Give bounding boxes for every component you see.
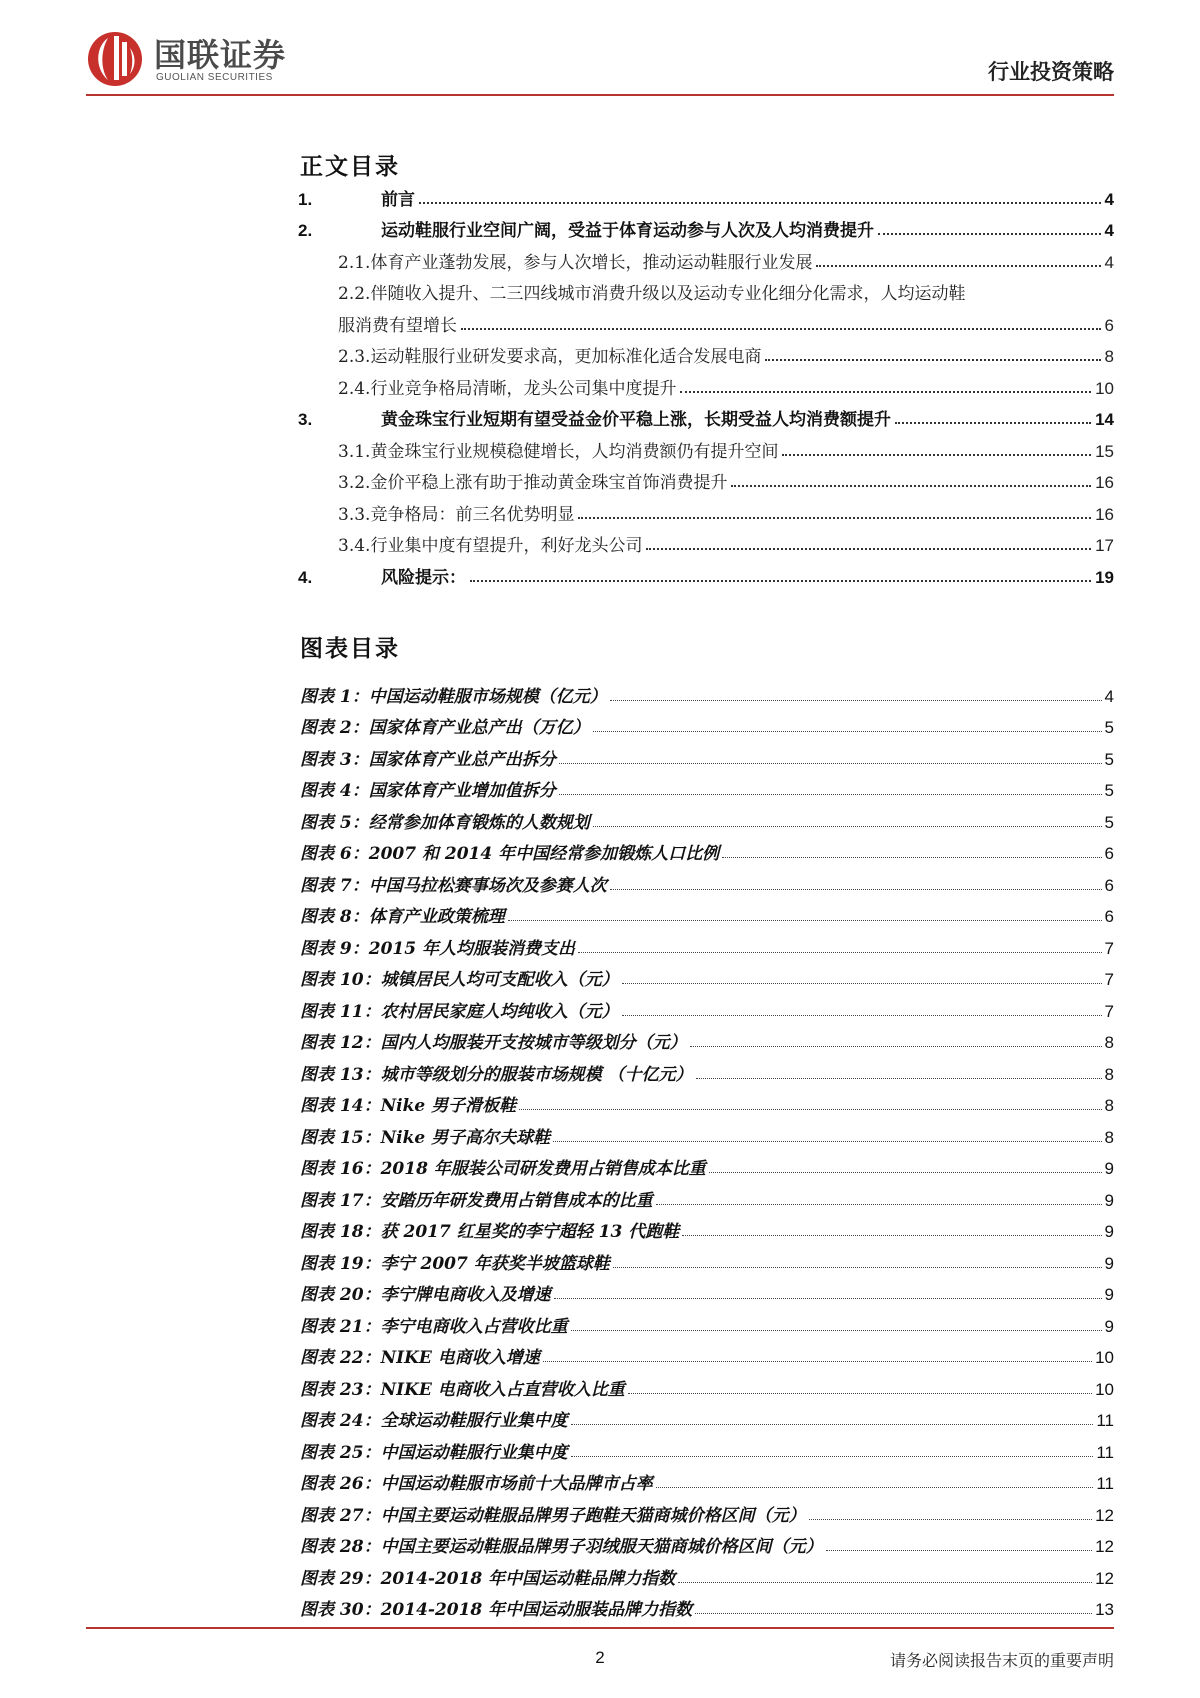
figure-list bbox=[300, 675, 1114, 1620]
toc-entry-page: 19 bbox=[1095, 567, 1114, 587]
toc-entry-number: 2.4. bbox=[338, 378, 371, 399]
toc-entry-page: 15 bbox=[1095, 441, 1114, 461]
leader-dots bbox=[816, 265, 1100, 267]
leader-dots bbox=[656, 1204, 1102, 1205]
figure-entry[interactable] bbox=[300, 990, 1114, 1022]
figure-label: 图表 18： bbox=[300, 1222, 381, 1242]
figure-page: 5 bbox=[1104, 781, 1114, 800]
leader-dots bbox=[656, 1487, 1094, 1488]
toc-entry-page: 8 bbox=[1104, 347, 1114, 366]
figure-entry[interactable] bbox=[300, 896, 1114, 928]
figure-title: 国内人均服装开支按城市等级划分（元） bbox=[380, 1033, 687, 1053]
figure-page: 7 bbox=[1104, 970, 1114, 989]
leader-dots bbox=[593, 826, 1102, 827]
toc-entry-text-continued: 服消费有望增长 bbox=[338, 315, 457, 336]
figure-label: 图表 23： bbox=[300, 1379, 381, 1400]
leader-dots bbox=[782, 454, 1091, 456]
toc-title: 正文目录 bbox=[300, 153, 400, 180]
figure-title: NIKE 电商收入增速 bbox=[380, 1348, 540, 1368]
figure-page: 7 bbox=[1104, 1001, 1114, 1021]
figure-title: 2018 年服装公司研发费用占销售成本比重 bbox=[380, 1159, 706, 1179]
brand-name-en: GUOLIAN SECURITIES bbox=[156, 72, 273, 83]
figure-title: 2007 和 2014 年中国经常参加锻炼人口比例 bbox=[368, 844, 720, 864]
figure-label: 图表 26： bbox=[300, 1474, 381, 1494]
figure-entry[interactable] bbox=[300, 1368, 1114, 1400]
figure-page: 5 bbox=[1104, 718, 1114, 737]
leader-dots bbox=[695, 1613, 1092, 1614]
figure-title: 体育产业政策梳理 bbox=[368, 907, 505, 927]
toc-entry[interactable] bbox=[298, 556, 1114, 588]
figure-page: 9 bbox=[1104, 1253, 1114, 1273]
leader-dots bbox=[610, 700, 1102, 701]
figure-label: 图表 19： bbox=[300, 1253, 381, 1274]
figure-entry[interactable] bbox=[300, 1274, 1114, 1306]
figure-label: 图表 22： bbox=[300, 1348, 381, 1368]
toc-entry-number: 2.3. bbox=[338, 347, 371, 367]
toc-entry-page: 16 bbox=[1095, 504, 1114, 524]
leader-dots bbox=[682, 1235, 1101, 1236]
figure-page: 11 bbox=[1096, 1474, 1114, 1493]
toc-entry[interactable] bbox=[298, 273, 1114, 336]
figure-label: 图表 27： bbox=[300, 1505, 381, 1526]
figure-entry[interactable] bbox=[300, 833, 1114, 865]
leader-dots bbox=[578, 952, 1102, 953]
toc-entry-text: 黄金珠宝行业短期有望受益金价平稳上涨，长期受益人均消费额提升 bbox=[381, 410, 891, 430]
toc-entry-number: 2.2. bbox=[338, 284, 371, 304]
figure-title: Nike 男子高尔夫球鞋 bbox=[380, 1127, 551, 1148]
figure-label: 图表 3： bbox=[300, 749, 369, 770]
toc-entry-number: 4. bbox=[298, 567, 313, 587]
toc-entry-page: 10 bbox=[1095, 378, 1114, 398]
figure-entry[interactable] bbox=[300, 738, 1114, 770]
toc-entry-text: 黄金珠宝行业规模稳健增长，人均消费额仍有提升空间 bbox=[370, 441, 779, 462]
leader-dots bbox=[593, 731, 1102, 732]
figure-entry[interactable] bbox=[300, 959, 1114, 991]
figure-page: 9 bbox=[1104, 1190, 1114, 1210]
leader-dots bbox=[628, 1393, 1092, 1394]
toc-entry-text: 前言 bbox=[381, 189, 415, 210]
figure-page: 5 bbox=[1104, 812, 1114, 832]
figure-title: 中国运动鞋服市场前十大品牌市占率 bbox=[380, 1474, 653, 1494]
header-divider bbox=[86, 94, 1114, 96]
brand-name-cn: 国联证券 bbox=[154, 36, 287, 74]
figure-page: 6 bbox=[1104, 844, 1114, 863]
figure-label: 图表 8： bbox=[300, 907, 369, 927]
figure-entry[interactable] bbox=[300, 675, 1114, 707]
figure-label: 图表 28： bbox=[300, 1537, 381, 1557]
leader-dots bbox=[765, 359, 1100, 361]
figure-label: 图表 10： bbox=[300, 970, 381, 990]
figure-label: 图表 11： bbox=[300, 1001, 381, 1022]
toc-entry[interactable] bbox=[298, 336, 1114, 368]
figure-page: 10 bbox=[1095, 1348, 1114, 1367]
figure-entry[interactable] bbox=[300, 1431, 1114, 1463]
leader-dots bbox=[553, 1141, 1101, 1142]
report-category: 行业投资策略 bbox=[988, 59, 1114, 84]
figure-title: 中国运动鞋服市场规模（亿元） bbox=[368, 686, 607, 707]
leader-dots bbox=[622, 1015, 1102, 1016]
figure-title: 获 2017 红星奖的李宁超轻 13 代跑鞋 bbox=[380, 1222, 680, 1242]
figure-title: 李宁 2007 年获奖半坡篮球鞋 bbox=[380, 1253, 610, 1274]
figure-title: 李宁电商收入占营收比重 bbox=[380, 1316, 568, 1337]
figure-label: 图表 29： bbox=[300, 1568, 381, 1589]
figure-label: 图表 24： bbox=[300, 1411, 381, 1431]
toc-entry[interactable] bbox=[298, 493, 1114, 525]
company-logo bbox=[86, 28, 316, 90]
table-of-contents bbox=[298, 178, 1114, 588]
figure-entry[interactable] bbox=[300, 1400, 1114, 1432]
figure-title: 2014-2018 年中国运动鞋品牌力指数 bbox=[380, 1568, 676, 1589]
figure-entry[interactable] bbox=[300, 927, 1114, 959]
figure-label: 图表 1： bbox=[300, 686, 369, 707]
figure-title: 安踏历年研发费用占销售成本的比重 bbox=[380, 1190, 653, 1211]
leader-dots bbox=[470, 580, 1091, 582]
figure-title: 国家体育产业增加值拆分 bbox=[368, 781, 556, 801]
figure-entry[interactable] bbox=[300, 864, 1114, 896]
leader-dots bbox=[696, 1078, 1102, 1079]
leader-dots bbox=[895, 422, 1091, 424]
figure-label: 图表 2： bbox=[300, 718, 369, 738]
toc-entry[interactable] bbox=[298, 430, 1114, 462]
guolian-logo-icon bbox=[86, 28, 148, 90]
leader-dots bbox=[461, 328, 1101, 330]
figure-label: 图表 17： bbox=[300, 1190, 381, 1211]
figure-title: 经常参加体育锻炼的人数规划 bbox=[368, 812, 590, 833]
figure-page: 9 bbox=[1104, 1222, 1114, 1241]
figure-label: 图表 25： bbox=[300, 1442, 381, 1463]
figure-title: 城镇居民人均可支配收入（元） bbox=[380, 970, 619, 990]
figure-label: 图表 21： bbox=[300, 1316, 381, 1337]
toc-entry-page: 4 bbox=[1104, 221, 1114, 240]
toc-entry[interactable] bbox=[298, 367, 1114, 399]
figure-entry[interactable] bbox=[300, 1526, 1114, 1558]
figure-entry[interactable] bbox=[300, 1211, 1114, 1243]
leader-dots bbox=[722, 857, 1101, 858]
figure-title: 国家体育产业总产出拆分 bbox=[368, 749, 556, 770]
toc-entry-text: 体育产业蓬勃发展，参与人次增长，推动运动鞋服行业发展 bbox=[370, 252, 813, 273]
figure-entry[interactable] bbox=[300, 1116, 1114, 1148]
leader-dots bbox=[610, 889, 1102, 890]
figure-entry[interactable] bbox=[300, 1085, 1114, 1117]
toc-entry-text: 运动鞋服行业空间广阔，受益于体育运动参与人次及人均消费提升 bbox=[381, 221, 874, 241]
figure-title: 李宁牌电商收入及增速 bbox=[380, 1285, 551, 1305]
leader-dots bbox=[571, 1330, 1102, 1331]
figure-page: 8 bbox=[1104, 1096, 1114, 1115]
figure-page: 8 bbox=[1104, 1064, 1114, 1084]
figure-label: 图表 7： bbox=[300, 875, 369, 896]
leader-dots bbox=[559, 763, 1102, 764]
leader-dots bbox=[571, 1456, 1094, 1457]
figure-title: 中国马拉松赛事场次及参赛人次 bbox=[368, 875, 607, 896]
leader-dots bbox=[622, 983, 1102, 984]
figure-page: 6 bbox=[1104, 875, 1114, 895]
leader-dots bbox=[809, 1519, 1093, 1520]
toc-entry-page: 6 bbox=[1104, 315, 1114, 335]
toc-entry[interactable] bbox=[298, 178, 1114, 210]
figure-page: 11 bbox=[1096, 1411, 1114, 1430]
leader-dots bbox=[559, 794, 1102, 795]
page-number: 2 bbox=[595, 1648, 605, 1667]
toc-entry[interactable] bbox=[298, 399, 1114, 431]
toc-entry-text: 金价平稳上涨有助于推动黄金珠宝首饰消费提升 bbox=[370, 473, 728, 493]
figure-entry[interactable] bbox=[300, 1022, 1114, 1054]
toc-entry-number: 1. bbox=[298, 189, 313, 209]
figure-page: 12 bbox=[1095, 1505, 1114, 1525]
toc-entry-page: 16 bbox=[1095, 473, 1114, 492]
figure-page: 9 bbox=[1104, 1316, 1114, 1336]
toc-entry-text: 行业竞争格局清晰，龙头公司集中度提升 bbox=[370, 378, 677, 399]
figure-title: 城市等级划分的服装市场规模 （十亿元） bbox=[380, 1064, 693, 1085]
figure-title: 农村居民家庭人均纯收入（元） bbox=[380, 1001, 619, 1022]
figure-title: 国家体育产业总产出（万亿） bbox=[368, 718, 590, 738]
leader-dots bbox=[878, 233, 1101, 235]
leader-dots bbox=[680, 391, 1091, 393]
figure-page: 6 bbox=[1104, 907, 1114, 926]
figure-page: 8 bbox=[1104, 1127, 1114, 1147]
toc-entry-page: 17 bbox=[1095, 536, 1114, 555]
leader-dots bbox=[690, 1046, 1102, 1047]
toc-entry-text: 竞争格局：前三名优势明显 bbox=[370, 504, 575, 525]
leader-dots bbox=[646, 548, 1091, 550]
leader-dots bbox=[543, 1361, 1092, 1362]
figure-title: 2015 年人均服装消费支出 bbox=[368, 938, 575, 959]
toc-entry[interactable] bbox=[298, 210, 1114, 242]
footer-divider bbox=[86, 1627, 1114, 1629]
toc-entry-number: 3.4. bbox=[338, 536, 371, 556]
figure-entry[interactable] bbox=[300, 707, 1114, 739]
figure-page: 5 bbox=[1104, 749, 1114, 769]
toc-entry-number: 2. bbox=[298, 221, 313, 240]
toc-entry[interactable] bbox=[298, 241, 1114, 273]
toc-entry-text: 行业集中度有望提升，利好龙头公司 bbox=[370, 536, 643, 556]
toc-entry-text: 伴随收入提升、二三四线城市消费升级以及运动专业化细分化需求，人均运动鞋 bbox=[370, 284, 966, 304]
toc-entry-page: 4 bbox=[1104, 189, 1114, 209]
figure-entry[interactable] bbox=[300, 801, 1114, 833]
figure-label: 图表 16： bbox=[300, 1159, 381, 1179]
leader-dots bbox=[519, 1109, 1101, 1110]
figure-page: 9 bbox=[1104, 1159, 1114, 1178]
figure-page: 10 bbox=[1095, 1379, 1114, 1399]
toc-entry-number: 3. bbox=[298, 410, 313, 429]
leader-dots bbox=[709, 1172, 1102, 1173]
toc-entry-number: 2.1. bbox=[338, 252, 371, 273]
figure-label: 图表 4： bbox=[300, 781, 369, 801]
leader-dots bbox=[678, 1582, 1092, 1583]
figure-page: 13 bbox=[1095, 1600, 1114, 1619]
toc-entry-page: 4 bbox=[1104, 252, 1114, 272]
toc-entry-text: 运动鞋服行业研发要求高，更加标准化适合发展电商 bbox=[370, 347, 762, 367]
toc-entry-text: 风险提示： bbox=[381, 567, 466, 588]
figure-entry[interactable] bbox=[300, 1053, 1114, 1085]
figure-label: 图表 14： bbox=[300, 1096, 381, 1116]
figure-label: 图表 20： bbox=[300, 1285, 381, 1305]
leader-dots bbox=[419, 202, 1101, 204]
figure-title: 中国运动鞋服行业集中度 bbox=[380, 1442, 568, 1463]
figure-entry[interactable] bbox=[300, 1179, 1114, 1211]
figure-entry[interactable] bbox=[300, 1305, 1114, 1337]
figure-title: 全球运动鞋服行业集中度 bbox=[380, 1411, 568, 1431]
figure-label: 图表 13： bbox=[300, 1064, 381, 1085]
figure-title: 中国主要运动鞋服品牌男子羽绒服天猫商城价格区间（元） bbox=[380, 1537, 823, 1557]
leader-dots bbox=[554, 1298, 1102, 1299]
figure-label: 图表 6： bbox=[300, 844, 369, 864]
figure-title: 2014-2018 年中国运动服装品牌力指数 bbox=[380, 1600, 693, 1620]
figure-entry[interactable] bbox=[300, 1148, 1114, 1180]
figure-entry[interactable] bbox=[300, 1557, 1114, 1589]
figure-title: NIKE 电商收入占直营收入比重 bbox=[380, 1379, 625, 1400]
figure-page: 12 bbox=[1095, 1537, 1114, 1556]
figures-title: 图表目录 bbox=[300, 635, 400, 662]
figure-page: 11 bbox=[1096, 1442, 1114, 1462]
figure-label: 图表 12： bbox=[300, 1033, 381, 1053]
figure-page: 7 bbox=[1104, 938, 1114, 958]
disclaimer-note: 请务必阅读报告末页的重要声明 bbox=[889, 1651, 1114, 1670]
leader-dots bbox=[508, 920, 1102, 921]
leader-dots bbox=[613, 1267, 1102, 1268]
figure-page: 4 bbox=[1104, 686, 1114, 706]
figure-label: 图表 15： bbox=[300, 1127, 381, 1148]
figure-label: 图表 30： bbox=[300, 1600, 381, 1620]
toc-entry-number: 3.3. bbox=[338, 504, 371, 525]
toc-entry-page: 14 bbox=[1095, 410, 1114, 429]
figure-title: 中国主要运动鞋服品牌男子跑鞋天猫商城价格区间（元） bbox=[380, 1505, 806, 1526]
toc-entry[interactable] bbox=[298, 525, 1114, 557]
figure-entry[interactable] bbox=[300, 1242, 1114, 1274]
figure-entry[interactable] bbox=[300, 1494, 1114, 1526]
figure-page: 9 bbox=[1104, 1285, 1114, 1304]
leader-dots bbox=[571, 1424, 1094, 1425]
figure-label: 图表 5： bbox=[300, 812, 369, 833]
figure-title: Nike 男子滑板鞋 bbox=[380, 1096, 517, 1116]
figure-entry[interactable] bbox=[300, 1589, 1114, 1621]
toc-entry[interactable] bbox=[298, 462, 1114, 494]
toc-entry-number: 3.2. bbox=[338, 473, 371, 493]
figure-page: 12 bbox=[1095, 1568, 1114, 1588]
leader-dots bbox=[731, 485, 1091, 487]
leader-dots bbox=[826, 1550, 1093, 1551]
figure-label: 图表 9： bbox=[300, 938, 369, 959]
figure-entry[interactable] bbox=[300, 1337, 1114, 1369]
figure-entry[interactable] bbox=[300, 770, 1114, 802]
toc-entry-number: 3.1. bbox=[338, 441, 371, 462]
leader-dots bbox=[578, 517, 1091, 519]
figure-entry[interactable] bbox=[300, 1463, 1114, 1495]
figure-page: 8 bbox=[1104, 1033, 1114, 1052]
